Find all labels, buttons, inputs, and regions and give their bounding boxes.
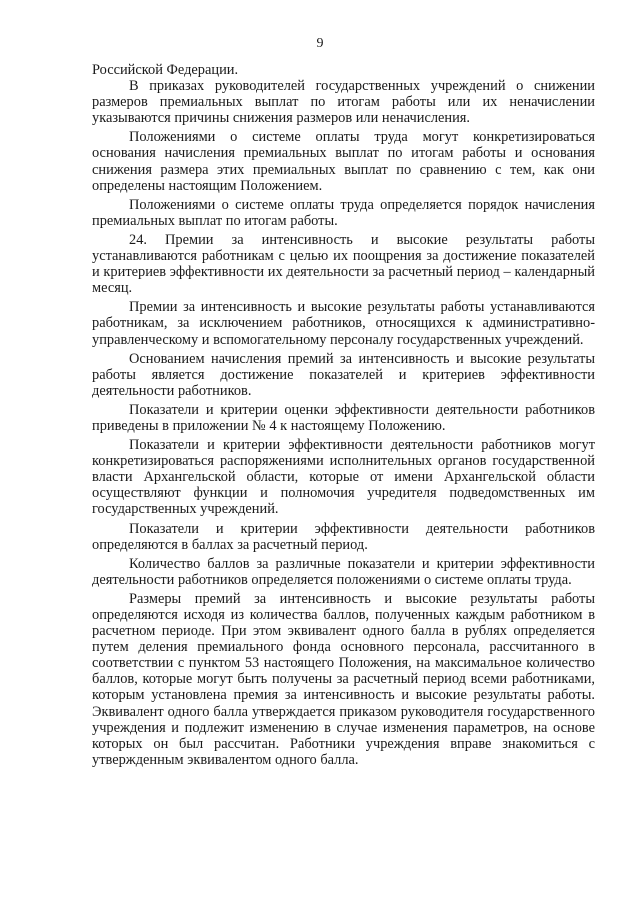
paragraph-criteria-points: Показатели и критерии эффективности деятельности работников определяются в баллах за расчетный период. — [92, 520, 595, 553]
paragraph-criteria-orders: Показатели и критерии эффективности деятельности работников могут конкретизироваться распоряжениями исполнительных органов государственной власти Архангельской области, которые от имени Архангельской области осуществляют функции и полномочия учредителя подведомственных им государственных учреждений. — [92, 437, 595, 518]
document-body — [92, 62, 595, 768]
paragraph-accrual-basis: Основанием начисления премий за интенсивность и высокие результаты работы является достижение показателей и критериев эффективности деятельности работников. — [92, 350, 595, 399]
paragraph-item-24: 24. Премии за интенсивность и высокие результаты работы устанавливаются работникам с целью их поощрения за достижение показателей и критериев эффективности их деятельности за расчетный период – календарный месяц. — [92, 231, 595, 297]
paragraph-points-count: Количество баллов за различные показатели и критерии эффективности деятельности работников определяется положениями о системе оплаты труда. — [92, 555, 595, 588]
paragraph-accrual-procedure: Положениями о системе оплаты труда определяется порядок начисления премиальных выплат по итогам работы. — [92, 196, 595, 229]
paragraph-bonus-amounts: Размеры премий за интенсивность и высокие результаты работы определяются исходя из количества баллов, полученных каждым работником в расчетном периоде. При этом эквивалент одного балла в рублях определяется путем деления премиального фонда основного персонала, рассчитанного в соответствии с пунктом 53 настоящего Положения, на максимальное количество баллов, которые могут быть получены за расчетный период всеми работниками, которым установлена премия за интенсивность и высокие результаты работы. Эквивалент одного балла утверждается приказом руководителя государственного учреждения и подлежит изменению в случае изменения параметров, на основе которых он был рассчитан. Работники учреждения вправе знакомиться с утвержденным эквивалентом одного балла. — [92, 590, 595, 768]
paragraph-reduction-orders: В приказах руководителей государственных учреждений о снижении размеров премиальных выплат по итогам работы или их неначислении указываются причины снижения размеров или неначисления. — [92, 78, 595, 127]
paragraph-bonus-grounds: Положениями о системе оплаты труда могут конкретизироваться основания начисления премиальных выплат по итогам работы и основания снижения размера этих премиальных выплат по сравнению с тем, как они определены настоящим Положением. — [92, 129, 595, 194]
paragraph-bonus-recipients: Премии за интенсивность и высокие результаты работы устанавливаются работникам, за исключением работников, относящихся к административно-управленческому и вспомогательному персоналу государственных учреждений. — [92, 299, 595, 348]
paragraph-criteria-appendix: Показатели и критерии оценки эффективности деятельности работников приведены в приложении № 4 к настоящему Положению. — [92, 401, 595, 434]
page-number: 9 — [316, 36, 324, 51]
paragraph-continuation: Российской Федерации. — [92, 62, 239, 78]
